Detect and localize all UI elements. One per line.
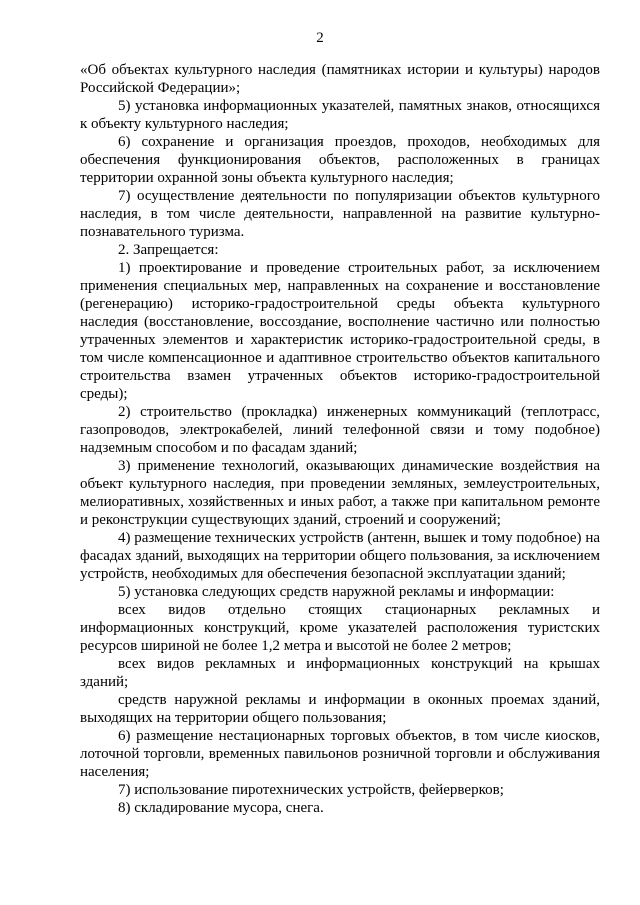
paragraph-allowed-item-5: 5) установка информационных указателей, памятных знаков, относящихся к объекту культурного наследия; — [80, 98, 600, 132]
paragraph-prohibited-item-5: 5) установка следующих средств наружной рекламы и информации: — [118, 584, 555, 600]
paragraph-prohibited-item-4: 4) размещение технических устройств (антенн, вышек и тому подобное) на фасадах зданий, выходящих на территории общего пользования, за исключением устройств, необходимых для обеспечения безопасной эксплуатации зданий; — [80, 530, 600, 582]
paragraph-prohibited-item-3: 3) применение технологий, оказывающих динамические воздействия на объект культурного наследия, при проведении земляных, землеустроительных, мелиоративных, хозяйственных и иных работ, а также при капитальном ремонте и реконструкции существующих зданий, строений и сооружений; — [80, 458, 600, 528]
page-number: 2 — [316, 30, 324, 46]
paragraph-allowed-item-7: 7) осуществление деятельности по популяризации объектов культурного наследия, в том числе деятельности, направленной на развитие культурно-познавательного туризма. — [80, 188, 600, 240]
paragraph-prohibited-item-6: 6) размещение нестационарных торговых объектов, в том числе киосков, лоточной торговли, временных павильонов розничной торговли и обслуживания населения; — [80, 728, 600, 780]
document-body — [80, 61, 600, 817]
paragraph-prohibited-item-7: 7) использование пиротехнических устройств, фейерверков; — [118, 782, 504, 798]
paragraph-law-title-continuation: «Об объектах культурного наследия (памятниках истории и культуры) народов Российской Федерации»; — [80, 62, 600, 96]
paragraph-advertising-standalone: всех видов отдельно стоящих стационарных рекламных и информационных конструкций, кроме указателей расположения туристских ресурсов шириной не более 1,2 метра и высотой не более 2 метров; — [80, 602, 600, 654]
paragraph-advertising-roofs: всех видов рекламных и информационных конструкций на крышах зданий; — [80, 656, 600, 690]
paragraph-prohibited-item-1: 1) проектирование и проведение строительных работ, за исключением применения специальных мер, направленных на сохранение и восстановление (регенерацию) историко-градостроительной среды объекта культурного наследия (восстановление, воссоздание, восполнение частично или полностью утраченных элементов и характеристик историко-градостроительной среды, в том числе компенсационное и адаптивное строительство объектов капитального строительства взамен утраченных объектов историко-градостроительной среды); — [80, 260, 600, 402]
paragraph-advertising-windows: средств наружной рекламы и информации в оконных проемах зданий, выходящих на территории общего пользования; — [80, 692, 600, 726]
section-heading-prohibited: 2. Запрещается: — [118, 242, 219, 258]
paragraph-prohibited-item-8: 8) складирование мусора, снега. — [118, 800, 324, 816]
paragraph-prohibited-item-2: 2) строительство (прокладка) инженерных коммуникаций (теплотрасс, газопроводов, электрокабелей, линий телефонной связи и тому подобное) надземным способом и по фасадам зданий; — [80, 404, 600, 456]
paragraph-allowed-item-6: 6) сохранение и организация проездов, проходов, необходимых для обеспечения функционирования объектов, расположенных в границах территории охранной зоны объекта культурного наследия; — [80, 134, 600, 186]
